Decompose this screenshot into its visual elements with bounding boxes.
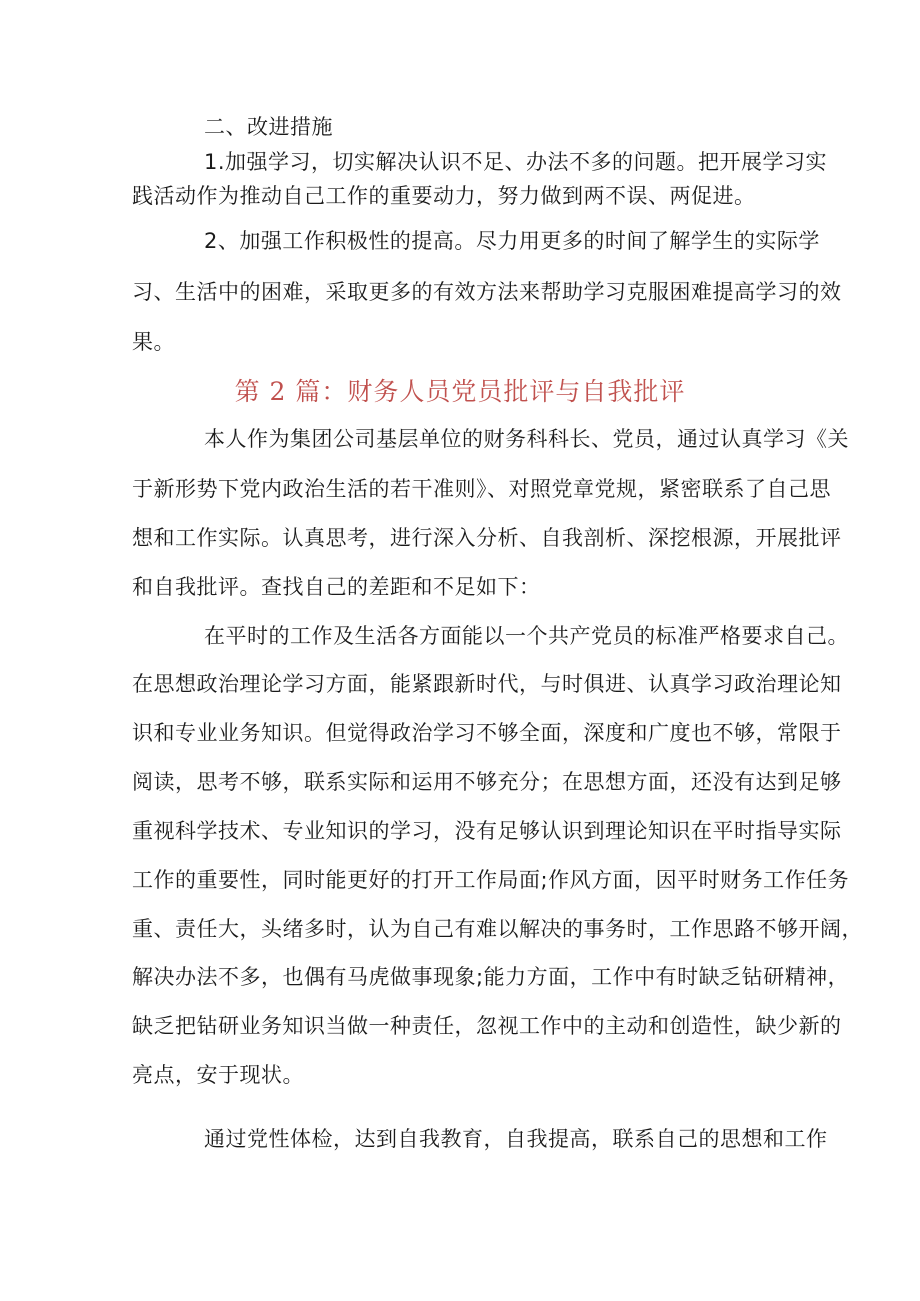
para1-line-2: 于新形势下党内政治生活的若干准则》、对照党章党规，紧密联系了自己思 (132, 477, 831, 501)
para2-line-4: 阅读，思考不够，联系实际和运用不够充分；在思想方面，还没有达到足够 (132, 770, 842, 794)
item2-line-1: 2、加强工作积极性的提高。尽力用更多的时间了解学生的实际学 (204, 229, 820, 253)
item2-line-3: 果。 (132, 330, 175, 354)
para2-line-5: 重视科学技术、专业知识的学习，没有足够认识到理论知识在平时指导实际 (132, 819, 842, 843)
item2-line-2: 习、生活中的困难，采取更多的有效方法来帮助学习克服困难提高学习的效 (132, 280, 842, 304)
section-heading: 二、改进措施 (204, 115, 333, 139)
article-title: 第 2 篇：财务人员党员批评与自我批评 (234, 377, 686, 406)
para2-line-1: 在平时的工作及生活各方面能以一个共产党员的标准严格要求自己。 (204, 624, 849, 648)
para2-line-6: 工作的重要性，同时能更好的打开工作局面;作风方面，因平时财务工作任务 (132, 868, 850, 892)
item1-line-2: 践活动作为推动自己工作的重要动力，努力做到两不误、两促进。 (132, 184, 756, 208)
para3-line-1: 通过党性体检，达到自我教育，自我提高，联系自己的思想和工作 (204, 1127, 828, 1151)
para1-line-4: 和自我批评。查找自己的差距和不足如下： (132, 575, 541, 599)
para2-line-7: 重、责任大，头绪多时，认为自己有难以解决的事务时，工作思路不够开阔， (132, 917, 863, 941)
para2-line-3: 识和专业业务知识。但觉得政治学习不够全面，深度和广度也不够，常限于 (132, 721, 842, 745)
para2-line-10: 亮点，安于现状。 (132, 1063, 304, 1087)
para1-line-1: 本人作为集团公司基层单位的财务科科长、党员，通过认真学习《关 (204, 427, 849, 451)
para2-line-2: 在思想政治理论学习方面，能紧跟新时代，与时俱进、认真学习政治理论知 (132, 672, 842, 696)
para2-line-8: 解决办法不多，也偶有马虎做事现象;能力方面，工作中有时缺乏钻研精神， (132, 965, 850, 989)
para1-line-3: 想和工作实际。认真思考，进行深入分析、自我剖析、深挖根源，开展批评 (132, 526, 842, 550)
item1-line-1: 1.加强学习，切实解决认识不足、办法不多的问题。把开展学习实 (204, 150, 828, 174)
para2-line-9: 缺乏把钻研业务知识当做一种责任，忽视工作中的主动和创造性，缺少新的 (132, 1014, 842, 1038)
